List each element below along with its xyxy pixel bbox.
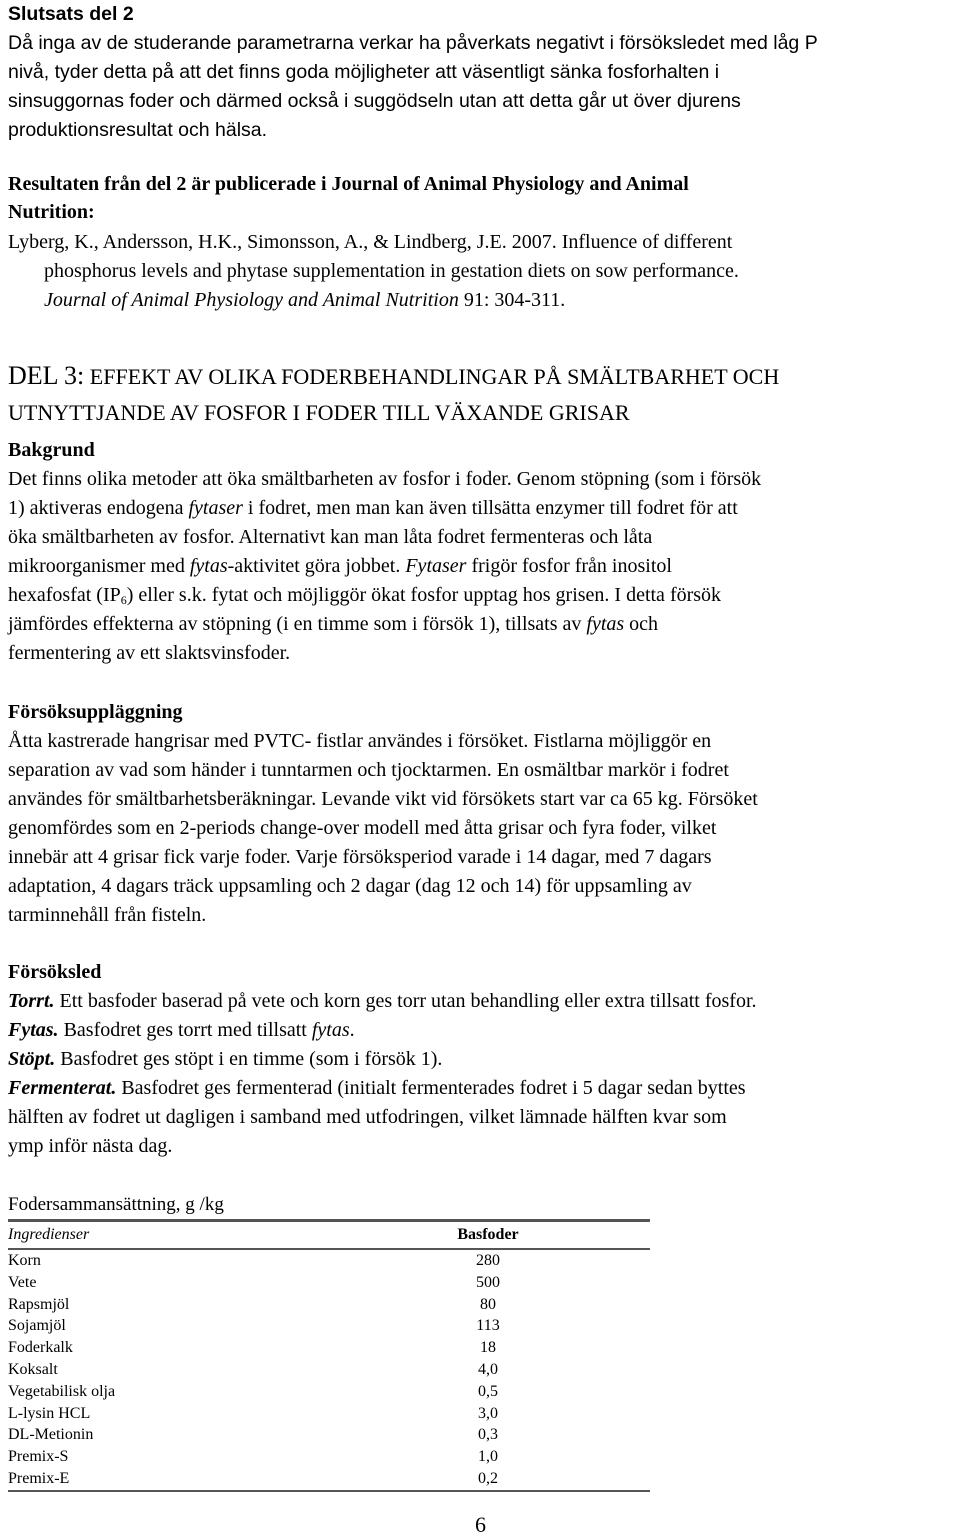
ingredient-value: 3,0 — [478, 1404, 498, 1422]
text-run: . — [349, 1019, 355, 1041]
ingredient-value: 4,0 — [478, 1360, 498, 1378]
treatment-text: Basfodret ges stöpt i en timme (som i försök 1). — [55, 1048, 443, 1070]
reference-journal-line — [8, 286, 953, 315]
text-run: mikroorganismer med — [8, 555, 190, 577]
table-row — [8, 1403, 650, 1425]
table-row — [8, 1381, 650, 1403]
treatment-text: Basfodret ges torrt med tillsatt — [58, 1019, 312, 1041]
ingredient-name: L-lysin HCL — [8, 1404, 91, 1422]
del3-word: DEL — [8, 361, 59, 390]
italic-term: Fytaser — [405, 555, 467, 577]
experiment-design-line: genomfördes som en 2-periods change-over modell med åtta grisar och fyra foder, vilket — [8, 817, 717, 839]
ingredient-name: Vete — [8, 1273, 37, 1291]
table-row — [8, 1250, 650, 1272]
conclusion-line: nivå, tyder detta på att det finns goda möjligheter att väsentligt sänka fosforhalten i — [8, 61, 720, 83]
text-run: jämfördes effekterna av stöpning (i en timme som i försök 1), tillsats av — [8, 613, 587, 635]
background-line — [8, 552, 953, 581]
background-line — [8, 610, 953, 639]
table-row — [8, 1337, 650, 1359]
italic-term: fytaser — [188, 497, 243, 519]
italic-term: fytas — [311, 1019, 350, 1041]
experiment-design-line: separation av vad som händer i tunntarmen och tjocktarmen. En osmältbar markör i fodret — [8, 759, 729, 781]
treatment-torrt — [8, 987, 953, 1016]
table-header-row — [8, 1219, 650, 1250]
ingredient-value: 500 — [476, 1273, 500, 1291]
background-line: Det finns olika metoder att öka smältbarheten av fosfor i foder. Genom stöpning (som i försök — [8, 468, 762, 490]
table-body — [8, 1250, 650, 1492]
text-run: ) eller s.k. fytat och möjliggör ökat fosfor upptag hos grisen. I detta försök — [126, 584, 722, 606]
treatment-fytas — [8, 1016, 953, 1045]
ingredient-name: Sojamjöl — [8, 1317, 66, 1335]
table-row — [8, 1315, 650, 1337]
treatment-label: Stöpt. — [8, 1048, 56, 1070]
table-row — [8, 1424, 650, 1446]
text-run: 1) aktiveras endogena — [8, 497, 189, 519]
treatment-text: Basfodret ges fermenterad (initialt fermenterades fodret i 5 dagar sedan byttes — [116, 1077, 746, 1099]
page-number: 6 — [475, 1512, 486, 1537]
conclusion-section — [8, 0, 953, 145]
del3-number: 3: — [64, 361, 85, 390]
table-header-ingredients — [8, 1224, 89, 1246]
ingredient-name: Koksalt — [8, 1360, 58, 1378]
del3-title: EFFEKT AV OLIKA FODERBEHANDLINGAR PÅ SMÄLTBARHET OCH — [89, 364, 780, 389]
treatment-text: Ett basfoder baserad på vete och korn ges torr utan behandling eller extra tillsatt fosfor. — [54, 990, 757, 1012]
text-run: och — [624, 613, 659, 635]
treatment-label: Fermenterat. — [8, 1077, 117, 1099]
experiment-design-line: tarminnehåll från fisteln. — [8, 904, 207, 926]
treatment-text-line: hälften av fodret ut dagligen i samband med utfodringen, vilket lämnade hälften kvar som — [8, 1106, 727, 1128]
subscript: 6 — [120, 593, 127, 607]
treatment-fermenterat — [8, 1074, 953, 1103]
text-run: -aktivitet göra jobbet. — [227, 555, 406, 577]
background-line: fermentering av ett slaktsvinsfoder. — [8, 642, 291, 664]
background-line — [8, 581, 953, 610]
experiment-design-line: Åtta kastrerade hangrisar med PVTC- fistlar användes i försöket. Fistlarna möjliggör en — [8, 730, 712, 752]
experiment-design-line: användes för smältbarhetsberäkningar. Levande vikt vid försökets start var ca 65 kg. Försöket — [8, 788, 758, 810]
experiment-design-line: innebär att 4 grisar fick varje foder. Varje försöksperiod varade i 14 dagar, med 7 dagars — [8, 846, 712, 868]
header-text: Ingredienser — [8, 1226, 90, 1243]
treatment-label: Torrt. — [8, 990, 55, 1012]
conclusion-line: produktionsresultat och hälsa. — [8, 119, 268, 141]
table-title: Fodersammansättning, g /kg — [8, 1194, 224, 1215]
table-header-basfoder — [448, 1224, 528, 1246]
ingredient-value: 0,5 — [478, 1382, 498, 1400]
background-heading: Bakgrund — [8, 439, 95, 461]
ingredient-name: DL-Metionin — [8, 1426, 94, 1444]
ingredient-name: Korn — [8, 1252, 41, 1269]
treatment-stopt — [8, 1045, 953, 1074]
conclusion-line: Då inga av de studerande parametrarna verkar ha påverkats negativt i försöksledet med låg P — [8, 32, 818, 54]
publication-note — [8, 170, 953, 226]
publication-note-line: Nutrition: — [8, 201, 95, 223]
text-run: i fodret, men man kan även tillsätta enzymer till fodret för att — [242, 497, 738, 519]
journal-volume: 91: 304-311. — [458, 289, 566, 311]
experiment-design-section — [8, 698, 953, 930]
text-run: hexafosfat (IP — [8, 584, 121, 606]
reference — [8, 228, 953, 315]
table-row — [8, 1468, 650, 1492]
del3-heading-line — [8, 358, 953, 395]
ingredient-name: Rapsmjöl — [8, 1295, 70, 1313]
ingredient-name: Foderkalk — [8, 1339, 73, 1357]
ingredient-name: Premix-S — [8, 1448, 69, 1466]
ingredient-name: Vegetabilisk olja — [8, 1382, 116, 1400]
table-row — [8, 1294, 650, 1316]
ingredient-value: 80 — [480, 1295, 496, 1313]
section-heading-del3 — [8, 358, 953, 431]
background-line — [8, 494, 953, 523]
conclusion-line: sinsuggornas foder och därmed också i suggödseln utan att detta går ut över djurens — [8, 90, 741, 112]
ingredient-value: 280 — [476, 1252, 500, 1269]
ingredient-value: 0,3 — [478, 1426, 498, 1444]
reference-line: phosphorus levels and phytase supplementation in gestation diets on sow performance. — [44, 260, 739, 282]
ingredient-name: Premix-E — [8, 1469, 70, 1487]
journal-name: Journal of Animal Physiology and Animal Nutrition — [44, 289, 459, 311]
publication-note-line: Resultaten från del 2 är publicerade i Journal of Animal Physiology and Animal — [8, 173, 689, 195]
reference-line: Lyberg, K., Andersson, H.K., Simonsson, A., & Lindberg, J.E. 2007. Influence of different — [8, 231, 733, 253]
background-line: öka smältbarheten av fosfor. Alternativt kan man låta fodret fermenteras och låta — [8, 526, 653, 548]
text-run: frigör fosfor från inositol — [466, 555, 672, 577]
experiment-design-heading: Försöksuppläggning — [8, 701, 183, 723]
header-text: Basfoder — [457, 1226, 519, 1243]
italic-term: fytas — [189, 555, 228, 577]
table-row — [8, 1272, 650, 1294]
ingredient-value: 0,2 — [478, 1469, 498, 1487]
experiment-design-line: adaptation, 4 dagars träck uppsamling och 2 dagar (dag 12 och 14) för uppsamling av — [8, 875, 692, 897]
ingredient-value: 113 — [476, 1317, 500, 1335]
treatments-section — [8, 958, 953, 1161]
ingredient-value: 1,0 — [478, 1448, 498, 1466]
background-section — [8, 436, 953, 668]
table-row — [8, 1359, 650, 1381]
treatments-heading: Försöksled — [8, 961, 102, 983]
treatment-text-line: ymp inför nästa dag. — [8, 1135, 173, 1157]
conclusion-heading: Slutsats del 2 — [8, 3, 134, 25]
treatment-label: Fytas. — [8, 1019, 59, 1041]
table-row — [8, 1446, 650, 1468]
ingredient-value: 18 — [480, 1339, 496, 1357]
del3-title-line2: UTNYTTJANDE AV FOSFOR I FODER TILL VÄXANDE GRISAR — [8, 400, 630, 425]
italic-term: fytas — [586, 613, 625, 635]
feed-composition-table — [8, 1219, 650, 1492]
